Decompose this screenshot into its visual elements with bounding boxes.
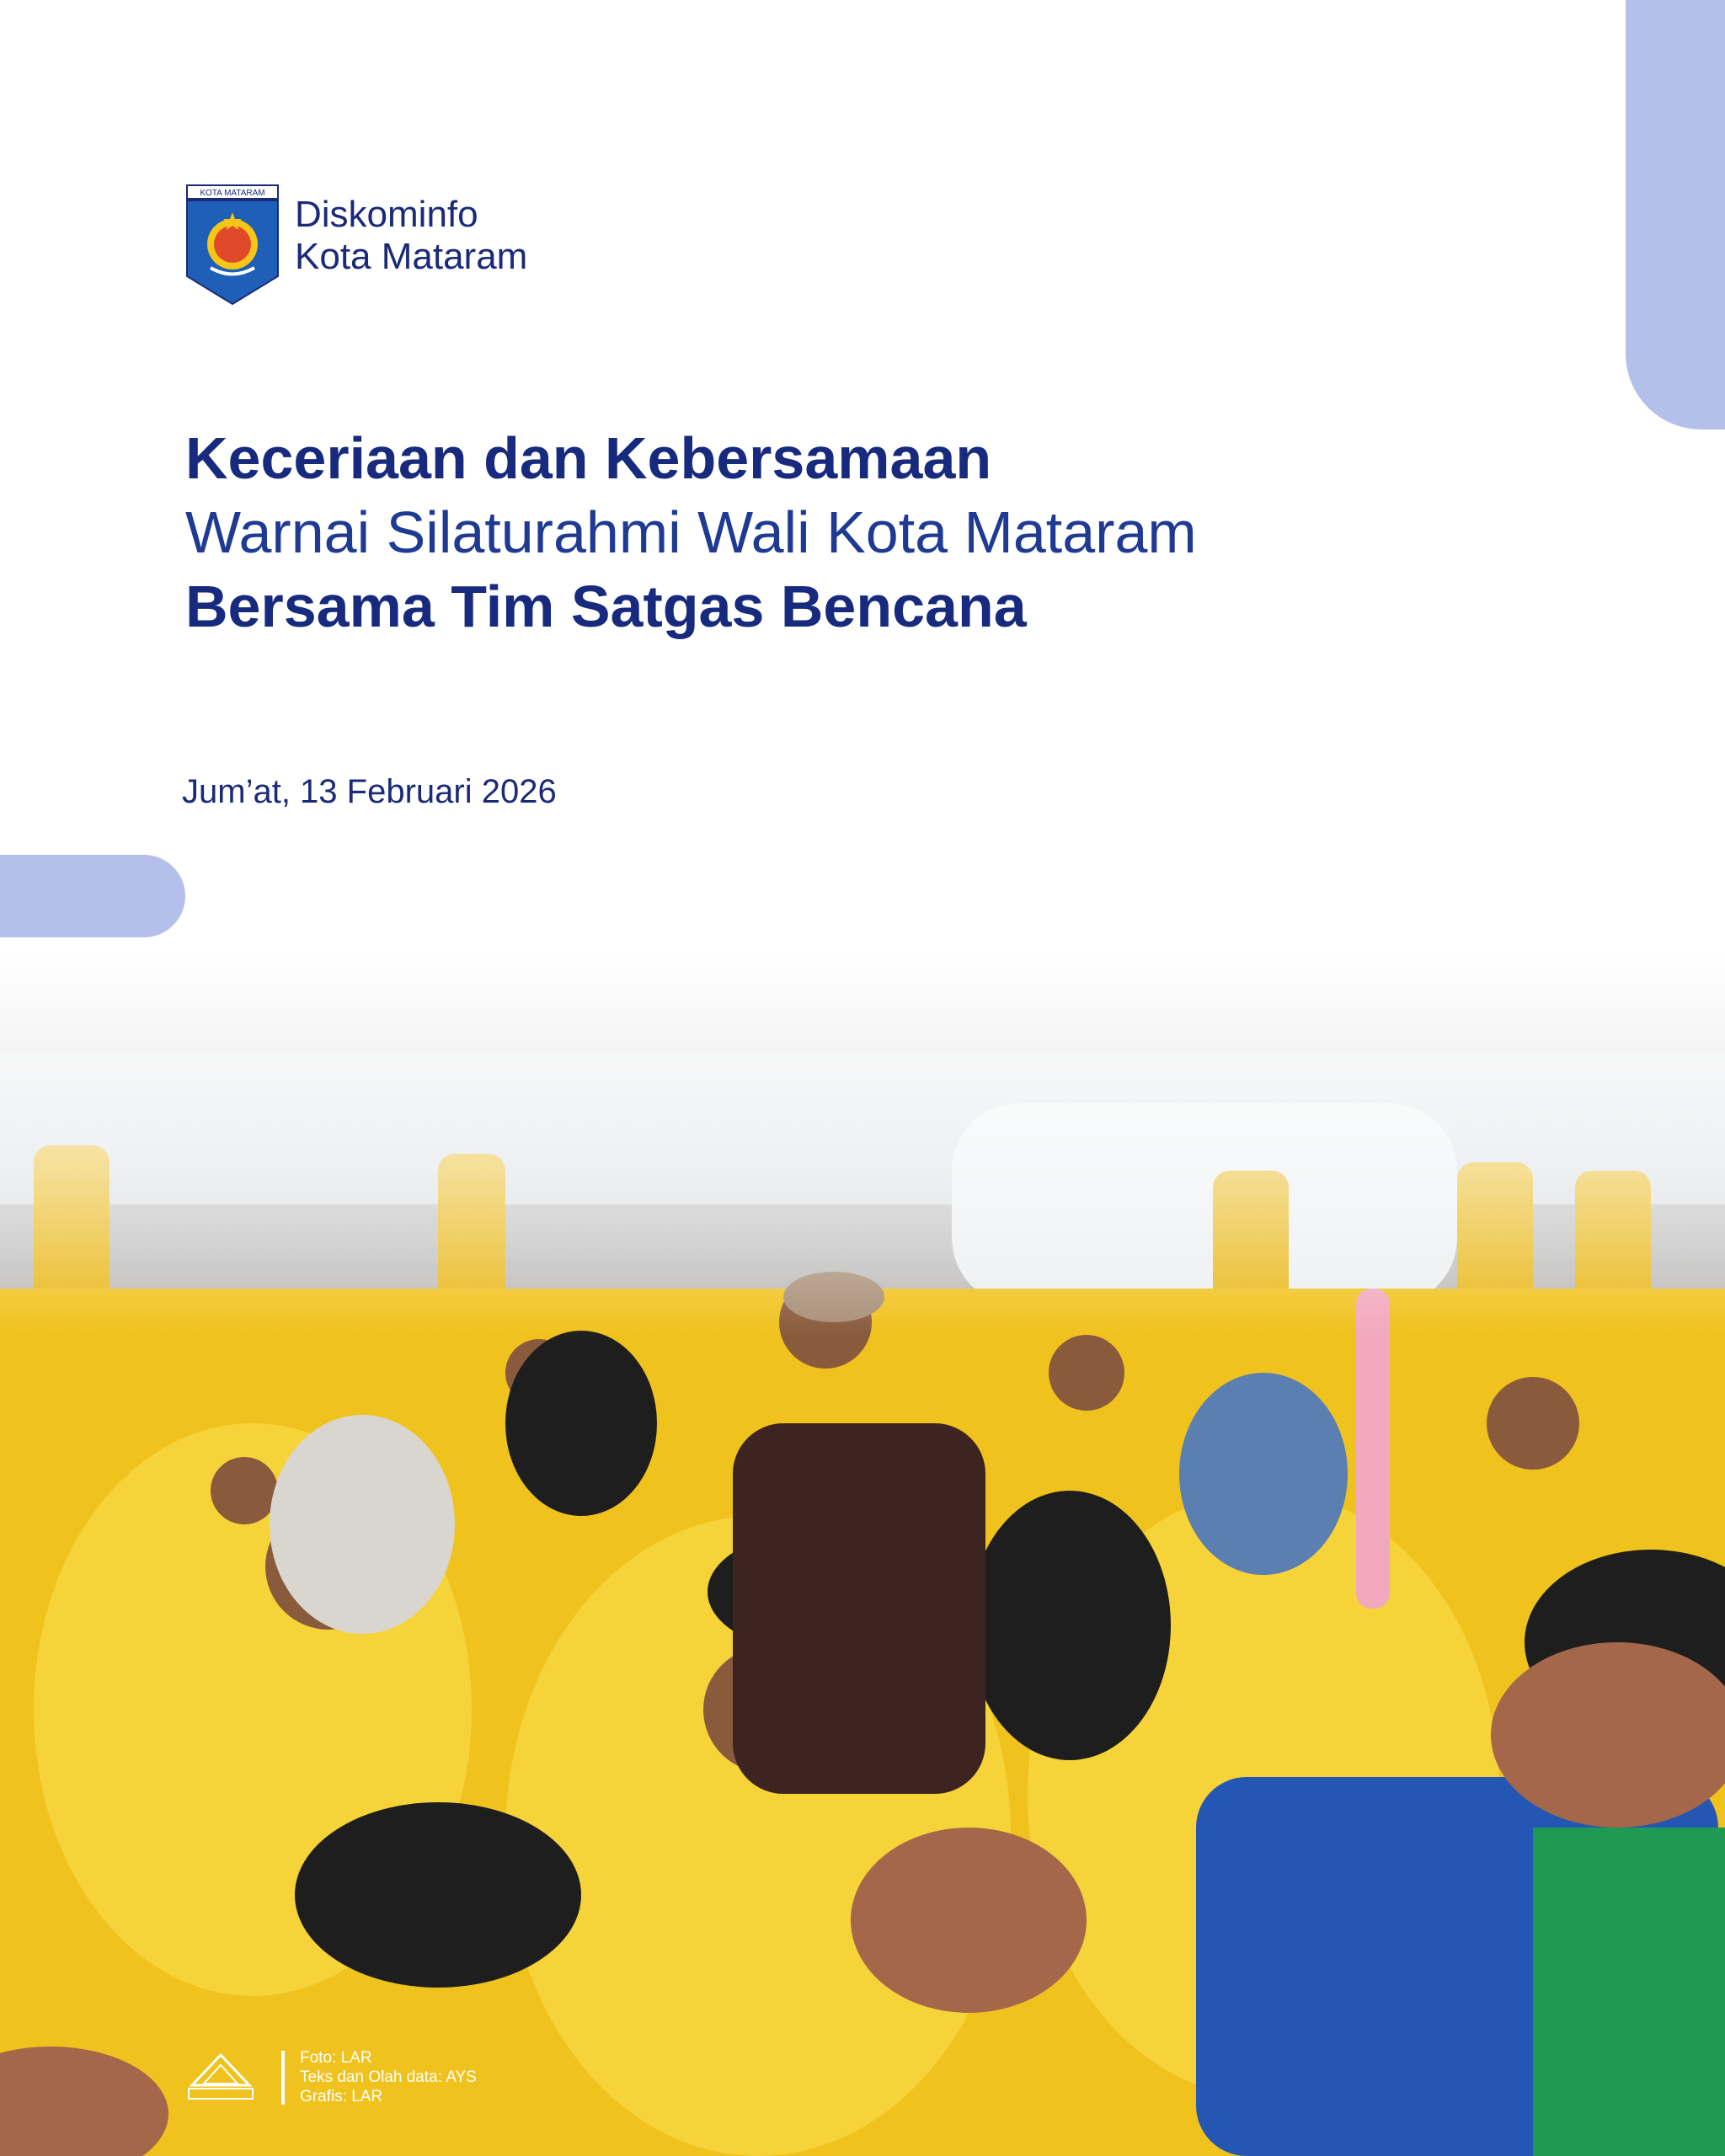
headline [185,421,1617,643]
credit-graphics: Grafis: LAR [300,2088,383,2105]
headline-line-2: Warnai Silaturahmi Wali Kota Mataram [185,499,1197,565]
decorative-corner-shape [1626,0,1725,430]
crowd-photo-illustration [0,952,1725,2156]
credit-photo: Foto: LAR [300,2049,372,2067]
credit-divider [281,2051,285,2105]
crowd-photo [0,952,1725,2156]
kota-mataram-crest-icon [185,184,280,306]
mataram-landmark-logo-icon [185,2052,256,2104]
photo-credits [185,2048,477,2106]
brand-line-1: Diskominfo [295,194,478,235]
publish-date: Jum’at, 13 Februari 2026 [182,773,557,810]
crest-label: KOTA MATARAM [200,189,265,198]
headline-line-1: Keceriaan dan Kebersamaan [185,425,992,491]
credit-text: Teks dan Olah data: AYS [300,2068,477,2086]
brand-line-2: Kota Mataram [295,236,528,277]
brand-logo [185,184,527,306]
decorative-left-pill [0,855,185,937]
headline-line-3: Bersama Tim Satgas Bencana [185,574,1027,639]
